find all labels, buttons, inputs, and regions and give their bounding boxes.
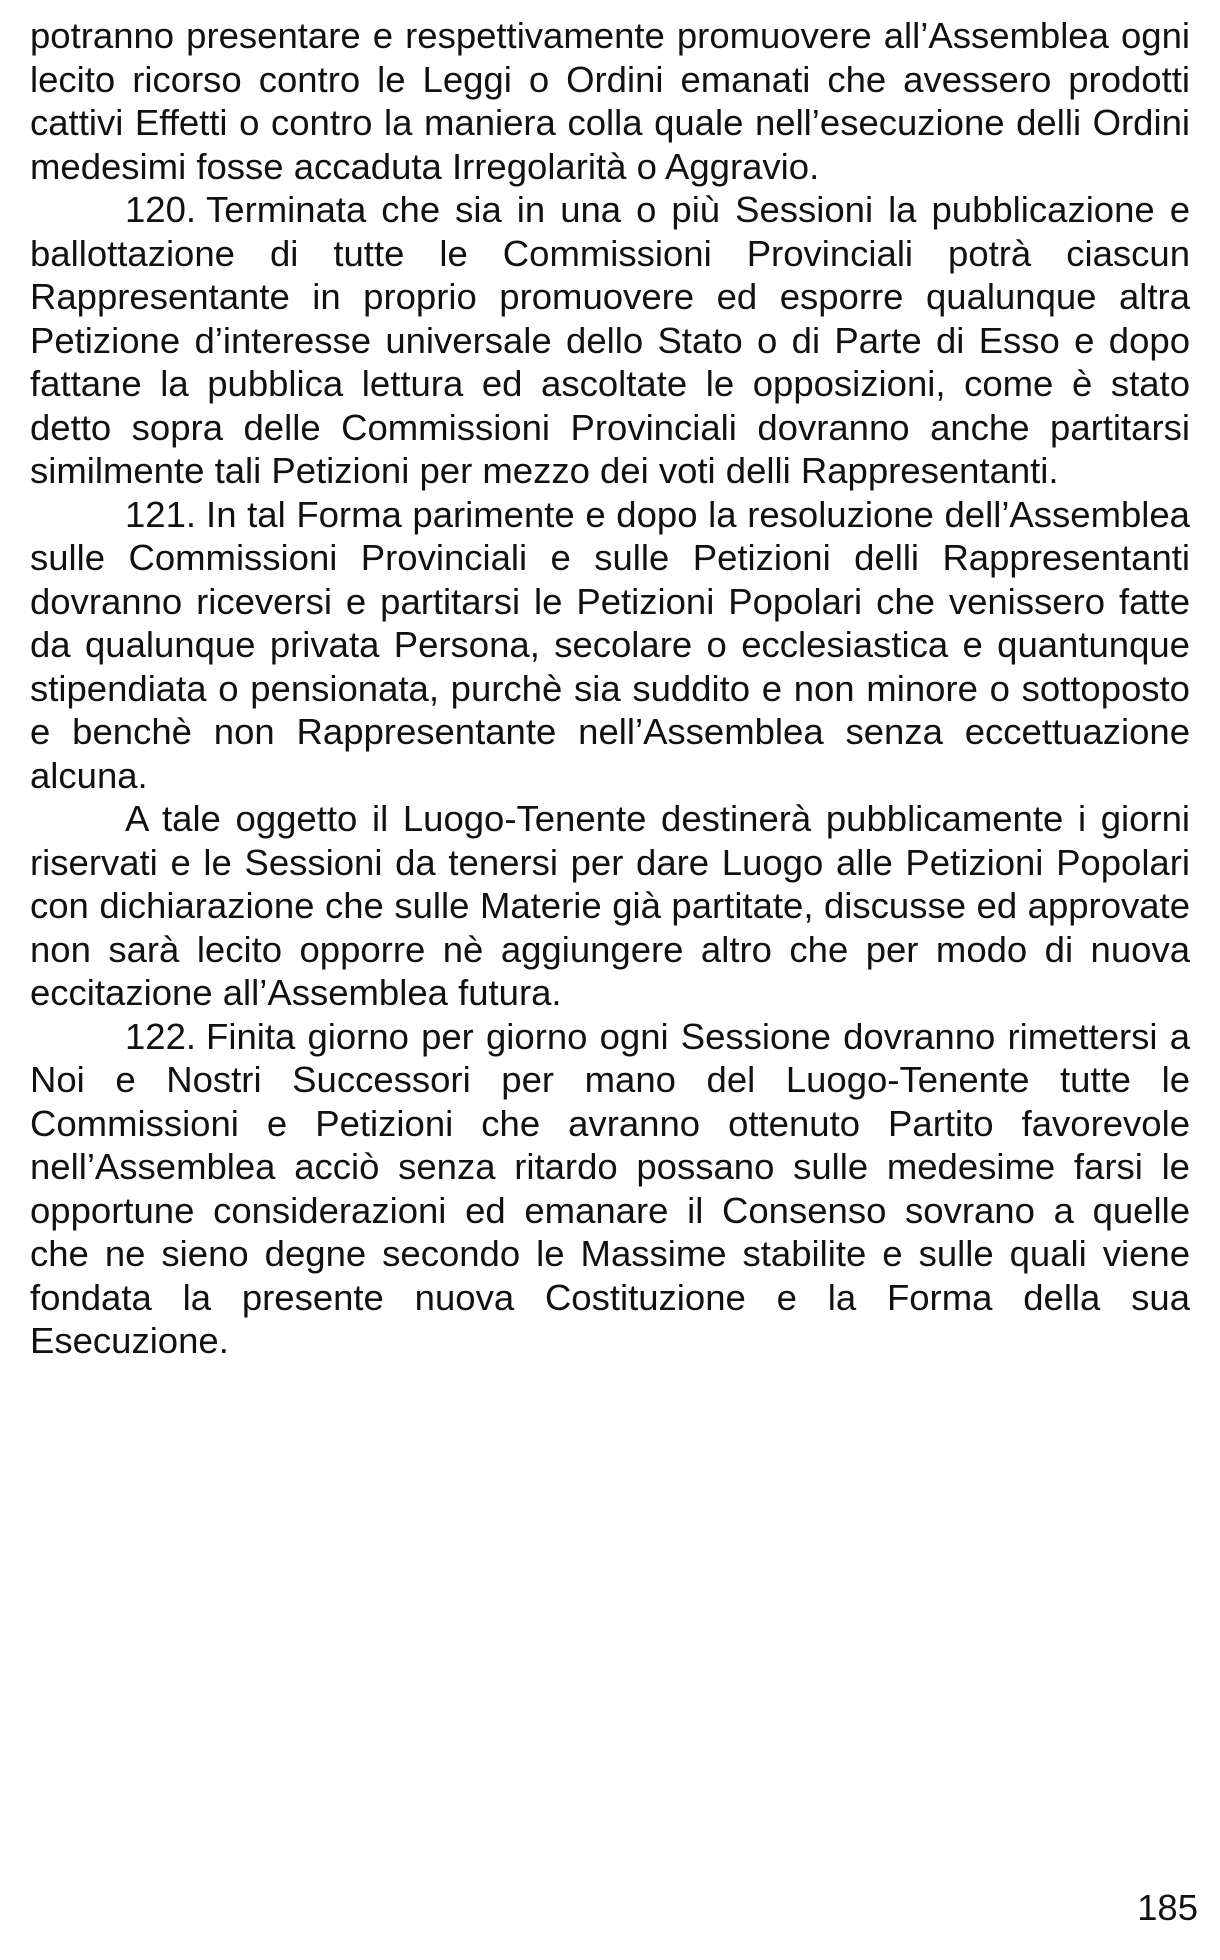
paragraph-text: A tale oggetto il Luogo-Tenente destinerà pubblicamente i giorni riservati e le Sessioni da tenersi per dare Luogo alle Petizioni Popolari con dichiarazione che sulle Materie già partitate, discusse ed approvate non sarà lecito opporre nè aggiungere altro che per modo di nuova eccitazione all’Assemblea futura.	[30, 798, 1190, 1013]
paragraph-text: Finita giorno per giorno ogni Sessione dovranno rimettersi a Noi e Nostri Successori per mano del Luogo-Tenente tutte le Commissioni e Petizioni che avranno ottenuto Partito favorevole nell’Assemblea acciò senza ritardo possano sulle medesime farsi le opportune considerazioni ed emanare il Consenso sovrano a quelle che ne sieno degne secondo le Massime stabilite e sulle quali viene fondata la presente nuova Costituzione e la Forma della sua Esecuzione.	[30, 1015, 1190, 1361]
paragraph-text: potranno presentare e respettivamente promuovere all’Assemblea ogni lecito ricorso contro le Leggi o Ordini emanati che avessero prodotti cattivi Effetti o contro la maniera colla quale nell’esecuzione delli Ordini medesimi fosse accaduta Irregolarità o Aggravio.	[30, 15, 1190, 187]
paragraph-number: 120.	[125, 189, 197, 230]
paragraph-continuation	[30, 14, 1190, 188]
paragraph-number: 122.	[125, 1015, 197, 1057]
paragraph-text: Terminata che sia in una o più Sessioni la pubblicazione e ballottazione di tutte le Commissioni Provinciali potrà ciascun Rappresentante in proprio promuovere ed esporre qualunque altra Petizione d’interesse universale dello Stato o di Parte di Esso e dopo fattane la pubblica lettura ed ascoltate le opposizioni, come è stato detto sopra delle Commissioni Provinciali dovranno anche partitarsi similmente tali Petizioni per mezzo dei voti delli Rappresentanti.	[30, 189, 1190, 491]
paragraph-121-cont	[30, 797, 1190, 1015]
paragraph-text: In tal Forma parimente e dopo la resoluzione dell’Assemblea sulle Commissioni Provinciali e sulle Petizioni delli Rappresentanti dovranno riceversi e partitarsi le Petizioni Popolari che venissero fatte da qualunque privata Persona, secolare o ecclesiastica e quantunque stipendiata o pensionata, purchè sia suddito e non minore o sottoposto e benchè non Rappresentante nell’Assemblea senza eccettuazione alcuna.	[30, 493, 1190, 796]
paragraph-120	[30, 188, 1190, 493]
paragraph-122	[30, 1015, 1190, 1363]
page-body	[30, 14, 1190, 1363]
page-number: 185	[1137, 1887, 1198, 1928]
paragraph-121	[30, 493, 1190, 798]
paragraph-number: 121.	[125, 493, 197, 535]
